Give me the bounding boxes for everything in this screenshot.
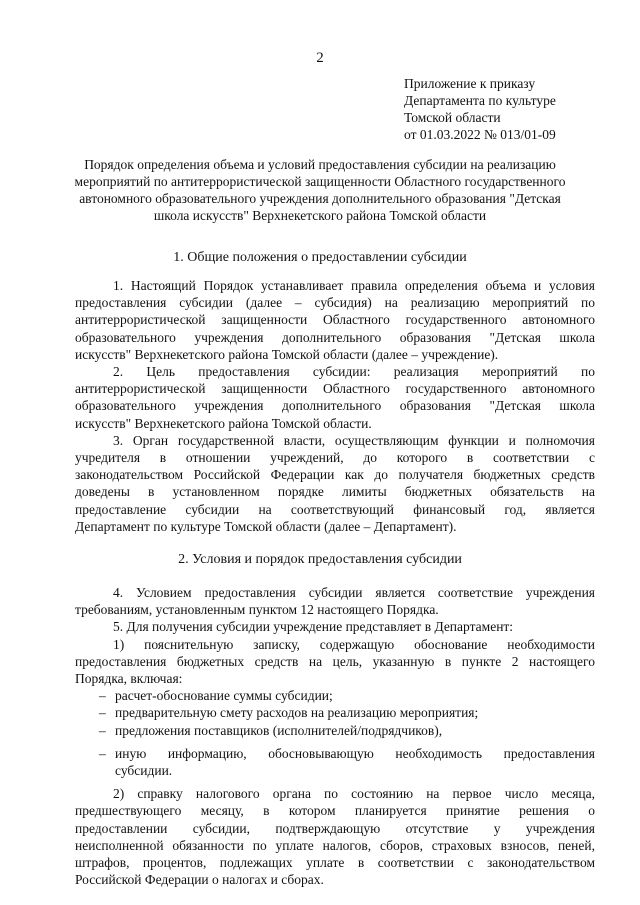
- bullet-text: субсидии.: [115, 763, 173, 779]
- paragraph-line: предоставление субсидии на соответствующий финансовый год, является: [75, 501, 595, 517]
- paragraph-line: предоставления бюджетных средств на цель, указанную в пункте 2 настоящего: [75, 653, 595, 669]
- section-2-heading: 2. Условия и порядок предоставления субсидии: [178, 552, 462, 567]
- paragraph-line: антитеррористической защищенности Областного государственного автономного: [75, 312, 595, 328]
- paragraph-line: 5. Для получения субсидии учреждение представляет в Департамент:: [113, 619, 514, 635]
- appendix-line: Департамента по культуре: [404, 93, 556, 108]
- paragraph-line: искусств" Верхнекетского района Томской области.: [75, 415, 372, 431]
- paragraph-line: 2) справку налогового органа по состоянию на первое число месяца,: [113, 786, 595, 802]
- dash-bullet-icon: ‒: [99, 705, 106, 721]
- paragraph-line: Российской Федерации о налогах и сборах.: [75, 872, 324, 888]
- title-line: школа искусств" Верхнекетского района Томской области: [153, 208, 487, 223]
- paragraph-line: предоставления субсидии (далее – субсидия) на реализацию мероприятий по: [75, 295, 595, 311]
- dash-bullet-icon: ‒: [99, 745, 106, 761]
- bullet-item: [75, 722, 595, 739]
- bullet-item: [75, 745, 595, 779]
- title-line: автономного образовательного учреждения дополнительного образования "Детская: [79, 191, 561, 206]
- dash-bullet-icon: ‒: [99, 688, 106, 704]
- paragraph-line: 1. Настоящий Порядок устанавливает правила определения объема и условия: [113, 278, 595, 293]
- paragraph-line: Порядка, включая:: [75, 671, 183, 687]
- page-number: 2: [316, 50, 324, 66]
- paragraph-line: образовательного учреждения дополнительного образования "Детская школа: [75, 329, 595, 345]
- paragraph-line: 4. Условием предоставления субсидии является соответствие учреждения: [113, 585, 595, 600]
- paragraph-line: доведены в установленном порядке лимиты бюджетных обязательств на: [75, 484, 595, 500]
- appendix-line: Томской области: [404, 110, 501, 125]
- section-1-heading: 1. Общие положения о предоставлении субсидии: [173, 250, 467, 265]
- paragraph-line: 1) пояснительную записку, содержащую обоснование необходимости: [113, 636, 595, 652]
- paragraph-line: учредителя в отношении учреждений, до которого в соответствии с: [75, 450, 595, 466]
- bullet-text: расчет-обоснование суммы субсидии;: [115, 688, 333, 704]
- paragraph-line: антитеррористической защищенности Областного государственного автономного: [75, 381, 595, 397]
- paragraph-line: неисполненной обязанности по уплате налогов, сборов, страховых взносов, пеней,: [75, 837, 595, 853]
- paragraph-line: штрафов, процентов, подлежащих уплате в соответствии с законодательством: [75, 855, 595, 871]
- paragraph-line: требованиям, установленным пунктом 12 настоящего Порядка.: [75, 602, 439, 618]
- appendix-line: Приложение к приказу: [404, 76, 536, 91]
- paragraph-line: образовательного учреждения дополнительного образования "Детская школа: [75, 398, 595, 414]
- bullet-item: [75, 704, 595, 721]
- section-1-body: [75, 277, 595, 535]
- document-title: [60, 156, 580, 224]
- paragraph-line: предшествующего месяцу, в котором планируется принятие решения о: [75, 803, 595, 819]
- paragraph-line: предоставлении субсидии, подтверждающую отсутствие у учреждения: [75, 820, 595, 836]
- paragraph-line: Департамент по культуре Томской области (далее – Департамент).: [75, 518, 457, 534]
- bullet-text: предварительную смету расходов на реализацию мероприятия;: [115, 705, 479, 721]
- paragraph-line: 2. Цель предоставления субсидии: реализация мероприятий по: [113, 364, 595, 380]
- appendix-line: от 01.03.2022 № 013/01-09: [404, 127, 556, 142]
- dash-bullet-icon: ‒: [99, 722, 106, 738]
- section-2-body: [75, 584, 595, 888]
- title-line: мероприятий по антитеррористической защищенности Областного государственного: [74, 174, 566, 189]
- paragraph-line: искусств" Верхнекетского района Томской области (далее – учреждение).: [75, 346, 499, 362]
- paragraph-line: законодательством Российской Федерации как до получателя бюджетных средств: [75, 467, 595, 483]
- bullet-text: иную информацию, обосновывающую необходимость предоставления: [115, 745, 595, 761]
- appendix-block: [404, 75, 556, 143]
- paragraph-line: 3. Орган государственной власти, осуществляющим функции и полномочия: [113, 432, 595, 448]
- title-line: Порядок определения объема и условий предоставления субсидии на реализацию: [84, 157, 556, 172]
- bullet-text: предложения поставщиков (исполнителей/подрядчиков),: [115, 722, 443, 738]
- bullet-item: [75, 687, 595, 704]
